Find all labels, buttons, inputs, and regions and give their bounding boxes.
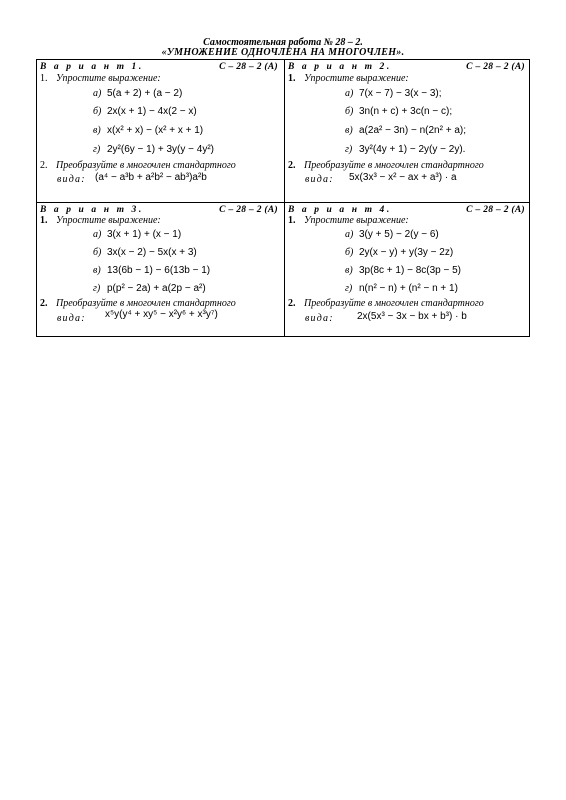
variant-3-task-2-expression: x⁵y(y⁴ + xy⁵ − x²y⁶ + x³y⁷) <box>105 309 218 320</box>
variant-3-cell <box>37 203 284 337</box>
variant-2-task-2-expression: 5x(3x³ − x² − ax + a³) · a <box>349 172 457 183</box>
variant-4-task-1: 1. Упростите выражение: <box>288 215 409 226</box>
task-2-instruction: Преобразуйте в многочлен стандартного <box>56 160 236 171</box>
variant-3-task-2-tail: вида: <box>57 313 86 324</box>
variant-3-item-c: в) 13(6b − 1) − 6(13b − 1) <box>93 265 211 276</box>
variant-1-item-d: г) 2y²(6y − 1) + 3y(y − 4y²) <box>93 144 214 155</box>
variant-2-task-2-tail: вида: <box>305 174 334 185</box>
variant-1-task-2-expression: (a⁴ − a³b + a²b² − ab³)a²b <box>95 172 207 183</box>
variant-2-task-1: 1. Упростите выражение: <box>288 73 409 84</box>
variant-2-item-c: в) a(2a² − 3n) − n(2n² + a); <box>345 125 467 136</box>
worksheet-title: Самостоятельная работа № 28 – 2. <box>203 37 363 48</box>
task-1-instruction: Упростите выражение: <box>56 215 161 226</box>
task-2-instruction: Преобразуйте в многочлен стандартного <box>304 160 484 171</box>
variant-1-cell <box>37 60 284 202</box>
variant-3-task-2: 2. Преобразуйте в многочлен стандартного <box>40 298 236 309</box>
variant-4-task-2: 2. Преобразуйте в многочлен стандартного <box>288 298 484 309</box>
variant-3-header <box>40 204 278 215</box>
variant-3-item-b: б) 3x(x − 2) − 5x(x + 3) <box>93 247 197 258</box>
variant-2-header <box>288 61 525 72</box>
variant-4-code: С – 28 – 2 (А) <box>466 205 525 215</box>
variant-2-cell <box>285 60 531 202</box>
variant-3-task-1: 1. Упростите выражение: <box>40 215 161 226</box>
variant-3-item-a: а) 3(x + 1) + (x − 1) <box>93 229 182 240</box>
variant-2-task-2: 2. Преобразуйте в многочлен стандартного <box>288 160 484 171</box>
variant-3-item-d: г) p(p² − 2a) + a(2p − a²) <box>93 283 206 294</box>
variant-1-task-2: 2. Преобразуйте в многочлен стандартного <box>40 160 236 171</box>
worksheet-subtitle: «УМНОЖЕНИЕ ОДНОЧЛЕНА НА МНОГОЧЛЕН». <box>161 47 405 58</box>
task-2-instruction: Преобразуйте в многочлен стандартного <box>304 298 484 309</box>
variant-1-task-1: 1. Упростите выражение: <box>40 73 161 84</box>
variant-3-name: В а р и а н т 3. <box>40 205 144 215</box>
task-1-instruction: Упростите выражение: <box>56 73 161 84</box>
variant-2-item-a: а) 7(x − 7) − 3(x − 3); <box>345 88 442 99</box>
variant-4-item-b: б) 2y(x − y) + y(3y − 2z) <box>345 247 454 258</box>
task-2-instruction: Преобразуйте в многочлен стандартного <box>56 298 236 309</box>
variant-1-item-b: б) 2x(x + 1) − 4x(2 − x) <box>93 106 197 117</box>
variant-4-name: В а р и а н т 4. <box>288 205 392 215</box>
variant-1-header <box>40 61 278 72</box>
task-1-instruction: Упростите выражение: <box>304 215 409 226</box>
task-1-instruction: Упростите выражение: <box>304 73 409 84</box>
variant-4-item-a: а) 3(y + 5) − 2(y − 6) <box>345 229 439 240</box>
variant-4-item-d: г) n(n² − n) + (n² − n + 1) <box>345 283 458 294</box>
variant-2-item-b: б) 3n(n + c) + 3c(n − c); <box>345 106 453 117</box>
variant-4-item-c: в) 3p(8c + 1) − 8c(3p − 5) <box>345 265 462 276</box>
variant-4-task-2-tail: вида: <box>305 313 334 324</box>
variant-3-code: С – 28 – 2 (А) <box>219 205 278 215</box>
variant-1-name: В а р и а н т 1. <box>40 62 144 72</box>
variant-2-code: С – 28 – 2 (А) <box>466 62 525 72</box>
variant-2-name: В а р и а н т 2. <box>288 62 392 72</box>
variant-2-item-d: г) 3y²(4y + 1) − 2y(y − 2y). <box>345 144 466 155</box>
variant-4-task-2-expression: 2x(5x³ − 3x − bx + b³) · b <box>357 311 467 322</box>
variant-1-code: С – 28 – 2 (А) <box>219 62 278 72</box>
variant-4-cell <box>285 203 531 337</box>
variants-table <box>36 59 530 337</box>
variant-4-header <box>288 204 525 215</box>
variant-1-item-a: а) 5(a + 2) + (a − 2) <box>93 88 183 99</box>
variant-1-item-c: в) x(x² + x) − (x² + x + 1) <box>93 125 204 136</box>
variant-1-task-2-tail: вида: <box>57 174 86 185</box>
